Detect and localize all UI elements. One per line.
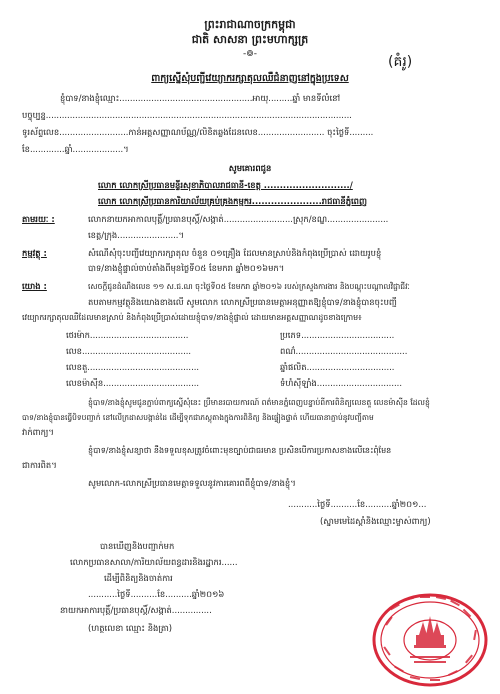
form-title: ពាក្យស្នើសុំបញ្ជីវេយ្យាករក្សាតុលឈឺជំនាញនៅក្នុងប្រទេស xyxy=(151,73,349,84)
field-plate-number[interactable]: លេខ......................................... xyxy=(66,346,192,356)
kingdom-heading: ព្រះរាជាណាចក្រកម្ពុជា xyxy=(204,18,296,31)
subject-label: កម្មវត្ថុ : xyxy=(22,248,47,258)
form-line-id: ទូរស័ព្ទលេខ..........................កាន់អត្តសញ្ញាណប័ណ្ណ/លិខិតឆ្លងដែនលេខ......................... ចុះថ្ងៃទី......... xyxy=(22,127,374,137)
field-engine-number[interactable]: លេខម៉ាស៊ីន.................................... xyxy=(66,378,200,388)
body-para3-line-2: ជាការពិត។ xyxy=(22,460,57,470)
body-para3-line-1: ខ្ញុំបាទ/នាងខ្ញុំសន្យាថា នឹងទទួលខុសត្រូវចំពោះមុខច្បាប់ជាធរមាន ប្រសិនបើការប្រកាសខាងលើនេះពុំមែន xyxy=(88,446,392,455)
closing-sentence: សូមលោក-លោកស្រីប្រធានមេត្តាទទួលនូវការគោរពពីខ្ញុំបាទ/នាងខ្ញុំ។ xyxy=(88,478,296,488)
reference-line-1: សេចក្តីជូនដំណឹងលេខ ១១ ស.ជ.ណ ចុះថ្ងៃទី០៥ ខែមករា ឆ្នាំ២០១៦ របស់ក្រសួងការងារ និងបណ្តុះបណ្តាលវិជ្ជាជីវៈ xyxy=(88,282,410,291)
official-seal-icon xyxy=(370,590,490,690)
body-para2-line-3: វាក់ពាក្យ។ xyxy=(22,427,54,437)
field-cylinder[interactable]: ទំហំស៊ីឡាំង................................ xyxy=(280,378,402,388)
via-label: តាមរយៈ : xyxy=(22,214,55,224)
signature-date-line[interactable]: ...........ថ្ងៃទី..........ខែ..........ឆ្នាំ២០១... xyxy=(288,499,427,509)
signature-caption: (ស្នាមមេដៃស្តាំនិងឈ្មោះម្ចាស់ពាក្យ) xyxy=(320,516,431,526)
body-para1-line-2: វេយ្យាករក្សាតុលឈឺដែលមានស្រាប់ និងកំពុងប្រើប្រាស់ដោយខ្ញុំបាទ/នាងខ្ញុំផ្ទាល់ ដោយមានអត្តសញ្ញាណដូចខាងក្រោម៖ xyxy=(22,313,362,322)
approval-date[interactable]: ...........ថ្ងៃទី..........ខែ..........ឆ្នាំ២០១៦ xyxy=(88,589,225,599)
approval-office: លោកប្រធានសាលា/ការិយាល័យពន្ធដារនិងរដ្ឋាករ...... xyxy=(70,557,238,567)
form-line-name: ខ្ញុំបាទ/នាងខ្ញុំឈ្មោះ..................................................អាយុ.........ឆ្នាំ មានទីលំនៅ xyxy=(60,93,341,103)
body-para2-line-1: ខ្ញុំបាទ/នាងខ្ញុំសូមជូនភ្ជាប់ពាក្យស្នើសុំនេះ ប្រឹមានរបាយការណ៍ ពត៌មានភ្នំពេញបន្ទាប់ពីការពិនិត្យលេខតួ លេខម៉ាស៊ីន ដែលខ្ញុំ xyxy=(88,398,430,407)
form-line-address: បច្ចុប្បន្ន................................................................................................................... xyxy=(22,110,352,120)
field-type[interactable]: ប្រភេទ................................... xyxy=(280,330,395,340)
form-code: (គំរូ) xyxy=(388,54,413,70)
salutation-line-1: លោក លោកស្រីប្រធានមន្ទីរសុខាភិបាលរាជធានី-ខេត្ត .........................../ xyxy=(98,180,353,190)
motto-heading: ជាតិ សាសនា ព្រះមហាក្សត្រ xyxy=(191,33,309,46)
approval-seen: បានឃើញនិងបញ្ជាក់មក xyxy=(100,541,175,551)
approval-chief: នាយកអាការបុត្តិ៍/ប្រធានបុស្តិ៍/សង្កាត់............... xyxy=(60,605,212,615)
subject-line-1: សំណើសុំចុះបញ្ជីវេយ្យាករក្សាតុល ចំនួន ០១គ្រឿង ដែលមានស្រាប់និងកំពុងប្រើប្រាស់ ដោយរូបខ្ញុំ xyxy=(88,248,382,258)
ornament: -៙- xyxy=(243,49,257,59)
approval-sign-caption: (ហត្ថលេខា ឈ្មោះ និងត្រា) xyxy=(88,623,173,633)
salutation-heading: សូមគោរពជូន xyxy=(228,163,272,173)
field-brand[interactable]: ថេរម៉ាក..................................... xyxy=(66,330,189,340)
body-para2-line-2: បាទ/នាងខ្ញុំបានធ្វើបិទបញ្ជាក់ នៅលើក្រដាសបង្កាន់ដៃ ដើម្បីទុកជាភស្តុតាងក្នុងការពិនិត្យ និងផ្ទៀងផ្ទាត់ ហើយធានាភ្ជាប់នូវបញ្ជីតាម xyxy=(22,413,374,422)
approval-purpose: ដើម្បីពិនិត្យនិងចាត់ការ xyxy=(104,573,173,583)
form-line-date: ខែ.............ឆ្នាំ...................។ xyxy=(22,144,129,154)
field-year[interactable]: ឆ្នាំផលិត................................. xyxy=(280,362,395,372)
subject-line-2: បាទ/នាងខ្ញុំផ្ទាល់ចាប់តាំងពីមុនថ្ងៃទី០៥ ខែមករា ឆ្នាំ២០១៦មក។ xyxy=(88,263,285,273)
reference-label: យោង : xyxy=(22,281,47,291)
field-chassis-number[interactable]: លេខតួ.......................................... xyxy=(66,362,200,372)
body-para1-line-1: តបតាមកម្មវត្ថុនិងយោងខាងលើ សូមលោក លោកស្រីប្រធានមេត្តាអនុញ្ញាតឱ្យខ្ញុំបាទ/នាងខ្ញុំបានចុះបញ្ជី xyxy=(88,297,397,307)
salutation-line-2: លោក លោកស្រីប្រធានការិយាល័យគ្រប់គ្រងកម្មករ......................រាជធានីភ្នំពេញ xyxy=(98,196,367,206)
via-line-1: លោកនាយកអាកាលបុត្តិ៍/ប្រធានបុស្តិ៍/សង្កាត់..........................ស្រុក/ខណ្ឌ....................... xyxy=(88,214,389,224)
field-color[interactable]: ពណ៌.......................................... xyxy=(280,346,408,356)
via-line-2: ខេត្ត/ក្រុង.......................។ xyxy=(88,230,184,240)
